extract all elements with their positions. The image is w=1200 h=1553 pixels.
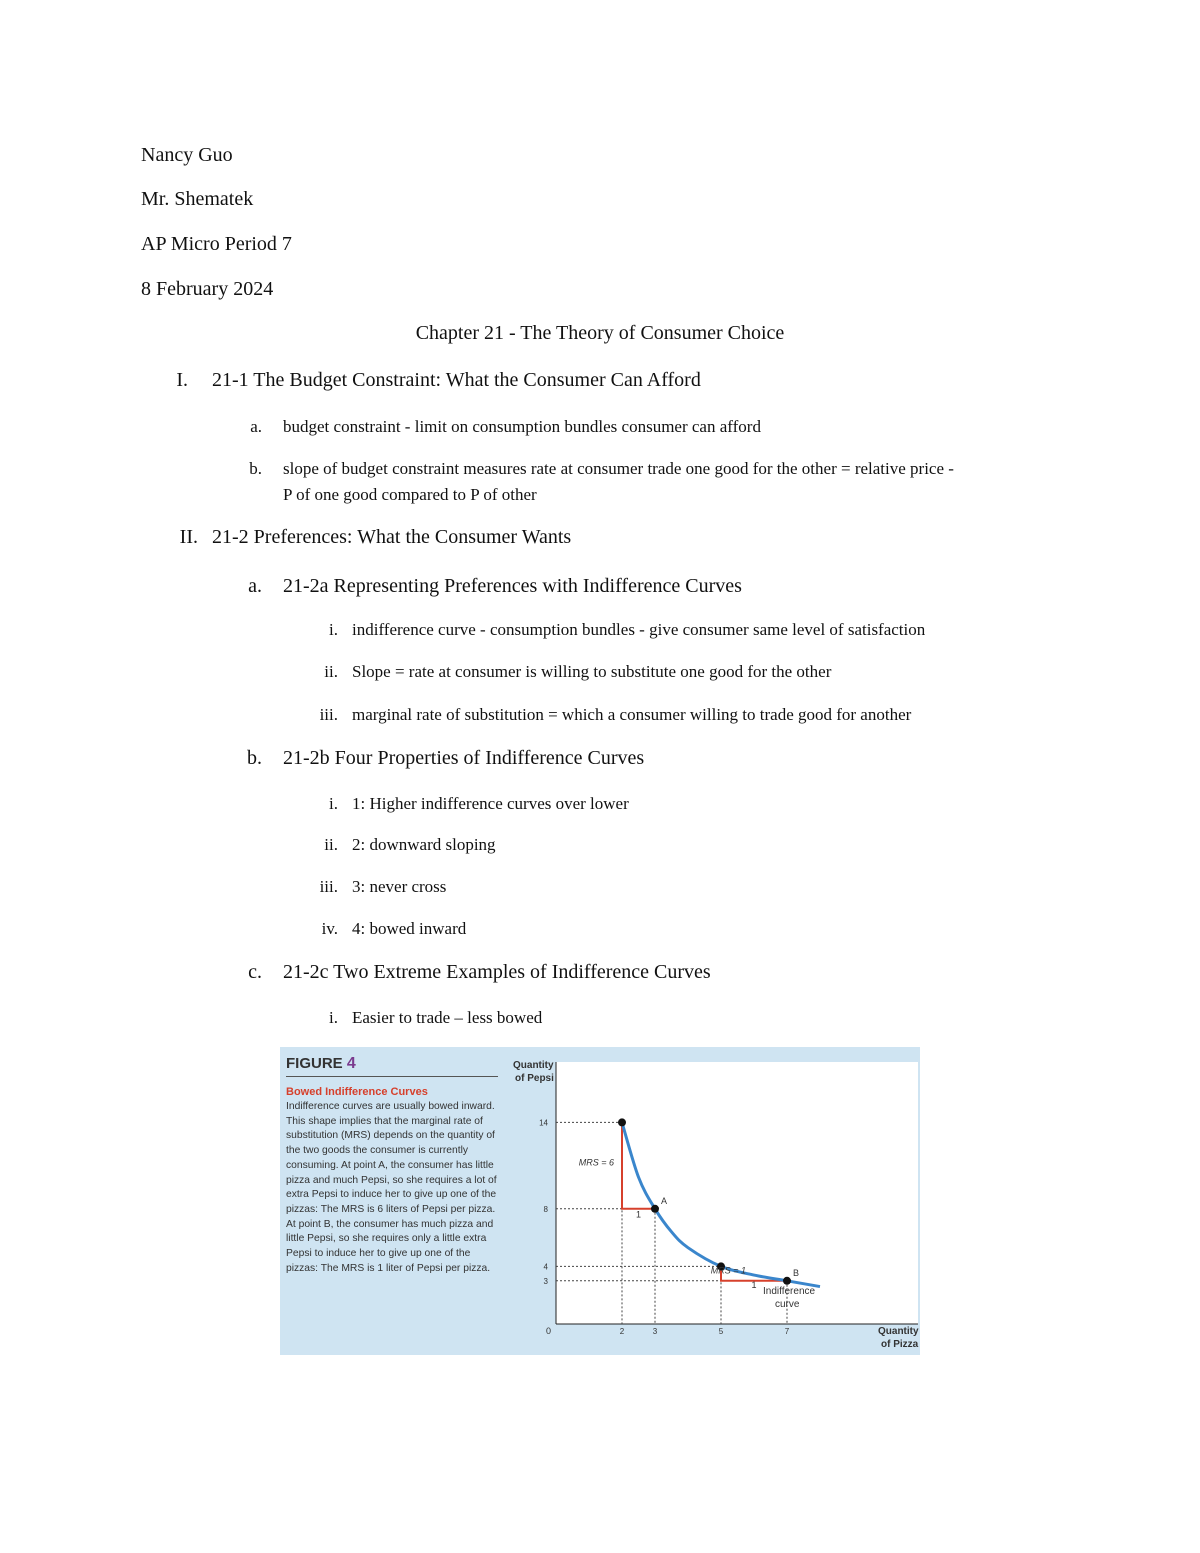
figure-divider [286,1076,498,1077]
item-text: 4: bowed inward [352,919,467,938]
x-axis-label-line1: Quantity [878,1326,919,1337]
outline-marker: I. [176,369,188,391]
outline-marker: i. [329,1008,338,1027]
section-heading [179,526,572,549]
outline-marker: c. [248,961,262,983]
item-text: marginal rate of substitution = which a consumer willing to trade good for another [352,705,912,724]
outline-marker: i. [329,794,338,813]
outline-marker: b. [249,459,262,478]
subsection-heading [247,747,645,770]
point-label-b: B [793,1267,800,1278]
figure-label-text: FIGURE [286,1055,343,1072]
outline-marker: ii. [324,662,338,681]
list-item [319,705,912,725]
section-heading [176,369,701,392]
y-axis-label-line1: Quantity [513,1060,554,1071]
figure-description: Indifference curves are usually bowed inward. This shape implies that the marginal rate of substitution (MRS) depends on the quantity of the two goods the consumer is currently consuming. At point A, the consumer has little pizza and much Pepsi, so she requires a lot of extra Pepsi to induce her to give up one of the pizzas: The MRS is 6 liters of Pepsi per pizza. At point B, the consumer has much pizza and little Pepsi, so she requires only a little extra Pepsi to induce her to give up one of the pizzas: The MRS is 1 liter of Pepsi per pizza. [286,1101,497,1274]
y-tick-labels [539,1118,548,1285]
list-item [324,662,832,682]
indifference-curve-chart [498,1047,920,1355]
x-tick-labels [620,1327,790,1336]
heading-text: 21-1 The Budget Constraint: What the Consumer Can Afford [212,369,701,391]
item-text: slope of budget constraint measures rate at consumer trade one good for the other = relative price - [283,459,954,478]
outline-marker: ii. [324,835,338,854]
outline-marker: a. [248,575,262,597]
y-tick-8: 8 [543,1204,548,1214]
student-name: Nancy Guo [141,144,233,166]
curve-point-3 [783,1277,791,1285]
list-item [249,459,954,479]
heading-text: 21-2b Four Properties of Indifference Curves [283,747,645,769]
list-item-continuation: P of one good compared to P of other [283,485,537,504]
list-item [250,417,761,437]
textbook-figure [280,1047,920,1355]
heading-text: 21-2a Representing Preferences with Indifference Curves [283,575,742,597]
outline-marker: a. [250,417,262,436]
annotation-3: 1 [751,1280,757,1290]
page-title: Chapter 21 - The Theory of Consumer Choice [415,322,785,344]
annotation-2: MRS = 1 [710,1265,746,1276]
outline-marker: i. [329,620,338,639]
figure-label [286,1055,356,1073]
subsection-heading [248,961,711,984]
x-tick-3: 3 [652,1327,658,1336]
item-text: indifference curve - consumption bundles - give consumer same level of satisfaction [352,620,926,639]
outline-marker: II. [179,526,198,548]
x-tick-7: 7 [784,1327,790,1336]
outline-marker: iii. [319,705,338,724]
list-item [329,794,629,814]
item-text: budget constraint - limit on consumption bundles consumer can afford [283,417,761,436]
subsection-heading [248,575,742,598]
figure-caption: Bowed Indifference Curves [286,1086,428,1098]
item-text: Easier to trade – less bowed [352,1008,543,1027]
list-item [319,877,447,897]
annotation-1: 1 [635,1209,642,1220]
curve-label-line1: Indifference [763,1286,816,1297]
point-label-a: A [661,1195,668,1206]
list-item [321,919,467,939]
plot-area [556,1062,918,1324]
list-item [329,1008,543,1028]
list-item [324,835,496,855]
heading-text: 21-2c Two Extreme Examples of Indifference Curves [283,961,711,983]
origin-label: 0 [546,1326,552,1336]
outline-marker: iii. [319,877,338,896]
class-period: AP Micro Period 7 [141,233,292,255]
curve-point-0 [618,1118,626,1126]
list-item [329,620,926,640]
item-text: 3: never cross [352,877,447,896]
x-tick-5: 5 [718,1327,724,1336]
teacher-name: Mr. Shematek [141,188,254,210]
y-tick-3: 3 [543,1276,548,1286]
document-date: 8 February 2024 [141,278,274,300]
outline-marker: iv. [321,919,338,938]
y-axis-label-line2: of Pepsi [515,1073,554,1084]
annotation-0: MRS = 6 [578,1157,614,1168]
y-tick-4: 4 [543,1262,548,1272]
item-text: 2: downward sloping [352,835,496,854]
item-text: 1: Higher indifference curves over lower [352,794,629,813]
y-tick-14: 14 [539,1118,548,1128]
heading-text: 21-2 Preferences: What the Consumer Wants [212,526,572,548]
item-text: Slope = rate at consumer is willing to substitute one good for the other [352,662,832,681]
figure-number: 4 [346,1055,356,1072]
curve-label-line2: curve [775,1299,800,1310]
curve-point-1 [651,1205,659,1213]
figure-caption-panel [280,1047,498,1355]
x-axis-label-line2: of Pizza [881,1339,919,1350]
x-tick-2: 2 [619,1327,625,1336]
outline-marker: b. [247,747,262,769]
